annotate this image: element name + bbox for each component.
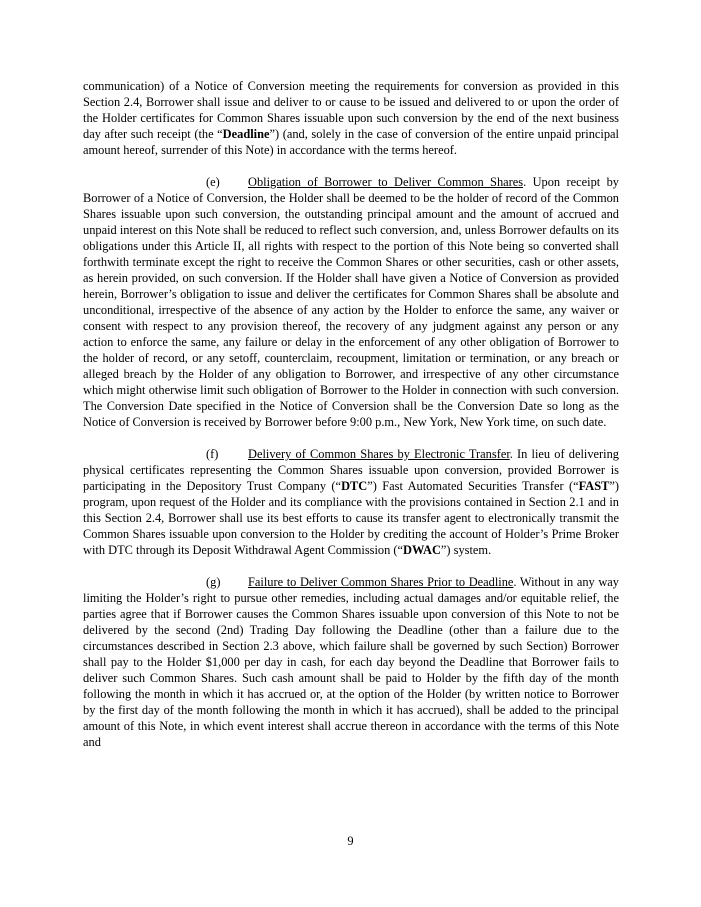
document-body <box>83 78 619 750</box>
section-g-label: (g) <box>206 575 221 589</box>
section-e-paragraph <box>83 174 619 430</box>
section-g-heading: Failure to Deliver Common Shares Prior to Deadline <box>248 575 514 589</box>
section-e-body: . Upon receipt by Borrower of a Notice of Conversion, the Holder shall be deemed to be the holder of record of the Common Shares issuable upon such conversion, the outstanding principal amount and the amount of accrued and unpaid interest on this Note shall be reduced to reflect such conversion, and, unless Borrower defaults on its obligations under this Article II, all rights with respect to the portion of this Note being so converted shall forthwith terminate except the right to receive the Common Shares or other securities, cash or other assets, as herein provided, on such conversion. If the Holder shall have given a Notice of Conversion as provided herein, Borrower’s obligation to issue and deliver the certificates for Common Shares shall be absolute and unconditional, irrespective of the absence of any action by the Holder to enforce the same, any waiver or consent with respect to any provision thereof, the recovery of any judgment against any person or any action to enforce the same, any failure or delay in the enforcement of any other obligation of Borrower to the holder of record, or any setoff, counterclaim, recoupment, limitation or termination, or any breach or alleged breach by the Holder of any obligation to Borrower, and irrespective of any other circumstance which might otherwise limit such obligation of Borrower to the Holder in connection with such conversion. The Conversion Date specified in the Notice of Conversion shall be the Conversion Date so long as the Notice of Conversion is received by Borrower before 9:00 p.m., New York, New York time, on such date. <box>83 175 619 429</box>
section-e-label: (e) <box>206 175 220 189</box>
section-g-paragraph <box>83 574 619 750</box>
section-f-paragraph: (f) Delivery of Common Shares by Electronic Transfer. In lieu of delivering physical certificates representing the Common Shares issuable upon conversion, provided Borrower is participating in the Depository Trust Company (“DTC”) Fast Automated Securities Transfer (“FAST”) program, upon request of the Holder and its compliance with the provisions contained in Section 2.1 and in this Section 2.4, Borrower shall use its best efforts to cause its transfer agent to electronically transmit the Common Shares issuable upon conversion to the Holder by crediting the account of Holder’s Prime Broker with DTC through its Deposit Withdrawal Agent Commission (“DWAC”) system. <box>83 447 619 557</box>
section-g-body: . Without in any way limiting the Holder’s right to pursue other remedies, including actual damages and/or equitable relief, the parties agree that if Borrower causes the Common Shares issuable upon conversion of this Note to not be delivered by the second (2nd) Trading Day following the Deadline (other than a failure due to the circumstances described in Section 2.3 above, which failure shall be governed by such Section) Borrower shall pay to the Holder $1,000 per day in cash, for each day beyond the Deadline that Borrower fails to deliver such Common Shares. Such cash amount shall be paid to Holder by the fifth day of the month following the month in which it has accrued or, at the option of the Holder (by written notice to Borrower by the first day of the month following the month in which it has accrued), shall be added to the principal amount of this Note, in which event interest shall accrue thereon in accordance with the terms of this Note and <box>83 575 619 749</box>
dwac-term: DWAC <box>403 543 441 557</box>
deadline-term: Deadline <box>222 127 270 141</box>
continuation-paragraph: communication) of a Notice of Conversion meeting the requirements for conversion as provided in this Section 2.4, Borrower shall issue and deliver to or cause to be issued and delivered to or upon the order of the Holder certificates for Common Shares issuable upon such conversion by the end of the next business day after such receipt (the “Deadline”) (and, solely in the case of conversion of the entire unpaid principal amount hereof, surrender of this Note) in accordance with the terms hereof. <box>83 79 619 157</box>
fast-term: FAST <box>578 479 610 493</box>
dtc-term: DTC <box>341 479 368 493</box>
section-f-heading: Delivery of Common Shares by Electronic Transfer <box>248 447 510 461</box>
section-e-heading: Obligation of Borrower to Deliver Common Shares <box>248 175 524 189</box>
page-number: 9 <box>347 834 354 848</box>
section-f-label: (f) <box>206 447 219 461</box>
